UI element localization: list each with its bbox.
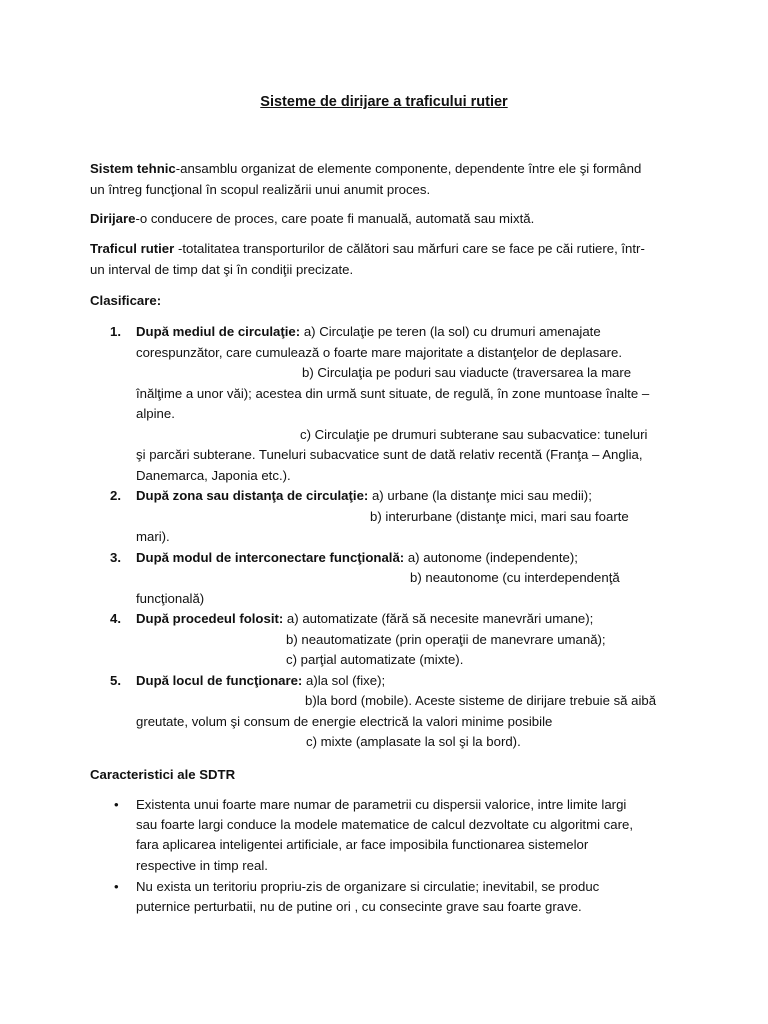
item-line — [136, 608, 593, 629]
item-number: 2. — [110, 488, 121, 503]
item-line — [136, 485, 592, 506]
bullet-icon: • — [114, 879, 119, 894]
bullet-line: respective in timp real. — [136, 858, 268, 873]
item-line: şi parcări subterane. Tuneluri subacvatice sunt de dată relativ recentă (Franţa – Anglia, — [136, 447, 643, 462]
item-text: a) urbane (la distanţe mici sau medii); — [368, 488, 592, 503]
definition-text: -ansamblu organizat de elemente componente, dependente între ele şi formând — [175, 161, 642, 176]
caracteristici-heading: Caracteristici ale SDTR — [90, 767, 236, 782]
item-line: b) neautomatizate (prin operaţii de manevrare umană); — [286, 632, 606, 647]
definition-text: -o conducere de proces, care poate fi manuală, automată sau mixtă. — [135, 211, 535, 226]
item-line: funcţională) — [136, 591, 205, 606]
bullet-line: Existenta unui foarte mare numar de parametrii cu dispersii valorice, intre limite largi — [136, 797, 627, 812]
item-text: a)la sol (fixe); — [302, 673, 386, 688]
definition-dirijare — [90, 208, 700, 229]
item-number: 1. — [110, 324, 121, 339]
item-label: După locul de funcţionare: — [136, 673, 303, 688]
definition-traficul-rutier — [90, 238, 700, 280]
definition-term: Dirijare — [90, 211, 136, 226]
item-label: După modul de interconectare funcţională: — [136, 550, 405, 565]
item-line: c) Circulaţie pe drumuri subterane sau subacvatice: tuneluri — [300, 427, 648, 442]
bullet-line: sau foarte largi conduce la modele matematice de calcul dezvoltate cu algoritmi care, — [136, 817, 633, 832]
item-label: După mediul de circulaţie: — [136, 324, 301, 339]
item-line: b) interurbane (distanţe mici, mari sau foarte — [370, 509, 629, 524]
item-line — [136, 321, 601, 342]
item-line: corespunzător, care cumulează o foarte mare majoritate a distanţelor de deplasare. — [136, 345, 623, 360]
definition-term: Sistem tehnic — [90, 161, 176, 176]
item-line — [136, 547, 578, 568]
bullet-line: Nu exista un teritoriu propriu-zis de organizare si circulatie; inevitabil, se produc — [136, 879, 600, 894]
item-line: alpine. — [136, 406, 175, 421]
item-text: a) Circulaţie pe teren (la sol) cu drumuri amenajate — [300, 324, 601, 339]
document-title: Sisteme de dirijare a traficului rutier — [260, 94, 508, 110]
definition-text-cont: un întreg funcţional în scopul realizării unui anumit proces. — [90, 182, 431, 197]
item-line: b) neautonome (cu interdependenţă — [410, 570, 620, 585]
item-line — [136, 670, 385, 691]
bullet-icon: • — [114, 797, 119, 812]
item-text: a) autonome (independente); — [404, 550, 578, 565]
definition-text-cont: un interval de timp dat şi în condiţii precizate. — [90, 262, 354, 277]
item-number: 4. — [110, 611, 121, 626]
item-label: După zona sau distanţa de circulaţie: — [136, 488, 369, 503]
item-line: greutate, volum şi consum de energie electrică la valori minime posibile — [136, 714, 553, 729]
item-line: mari). — [136, 529, 170, 544]
definition-term: Traficul rutier — [90, 241, 175, 256]
item-line: înălţime a unor văi); acestea din urmă sunt situate, de regulă, în zone muntoase înalte – — [136, 386, 650, 401]
item-text: a) automatizate (fără să necesite manevrări umane); — [283, 611, 594, 626]
item-line: b)la bord (mobile). Aceste sisteme de dirijare trebuie să aibă — [305, 693, 657, 708]
item-line: b) Circulaţia pe poduri sau viaducte (traversarea la mare — [302, 365, 632, 380]
clasificare-heading: Clasificare: — [90, 293, 162, 308]
bullet-line: fara aplicarea inteligentei artificiale, ar face imposibila functionarea sistemelor — [136, 837, 589, 852]
item-number: 5. — [110, 673, 121, 688]
definition-text: -totalitatea transporturilor de călători sau mărfuri care se face pe căi rutiere, într- — [174, 241, 645, 256]
bullet-line: puternice perturbatii, nu de putine ori , cu consecinte grave sau foarte grave. — [136, 899, 582, 914]
item-number: 3. — [110, 550, 121, 565]
definition-sistem-tehnic — [90, 158, 700, 200]
item-label: După procedeul folosit: — [136, 611, 284, 626]
item-line: Danemarca, Japonia etc.). — [136, 468, 291, 483]
item-line: c) parţial automatizate (mixte). — [286, 652, 464, 667]
item-line: c) mixte (amplasate la sol şi la bord). — [306, 734, 521, 749]
